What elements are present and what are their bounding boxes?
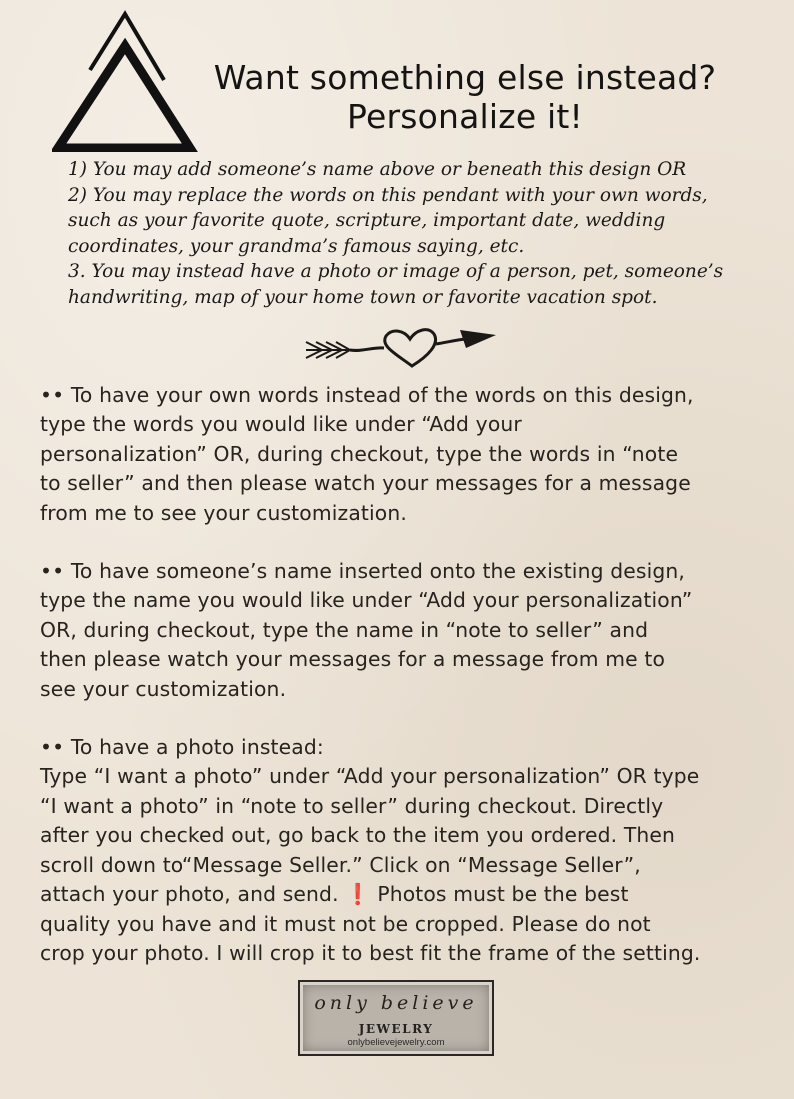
paragraph-gap (40, 528, 780, 557)
exclamation-icon: ❗ (345, 882, 371, 907)
brand-url: onlybelievejewelry.com (347, 1037, 445, 1048)
instructions (40, 381, 780, 968)
personalization-options (68, 157, 748, 310)
text-line: see your customization. (40, 676, 287, 701)
text-line: “I want a photo” in “note to seller” during checkout. Directly (40, 793, 664, 818)
photo-section (40, 733, 780, 968)
title-line-2: Personalize it! (347, 97, 583, 136)
triangle-icon (52, 10, 198, 152)
text-line: to seller” and then please watch your messages for a message (40, 471, 691, 496)
text-line: quality you have and it must not be cropped. Please do not (40, 911, 651, 936)
brand-logo (298, 980, 494, 1056)
text-line: •• To have a photo instead: (40, 735, 324, 760)
text-line: personalization” OR, during checkout, type the words in “note (40, 441, 679, 466)
paragraph-gap (40, 704, 780, 733)
own-words-section (40, 381, 780, 528)
text-line: scroll down to“Message Seller.” Click on “Message Seller”, (40, 852, 641, 877)
text-line: type the words you would like under “Add your (40, 412, 522, 437)
text-line: then please watch your messages for a message from me to (40, 647, 666, 672)
option-line: 3. You may instead have a photo or image of a person, pet, someone’s (68, 261, 724, 282)
text-fragment: attach your photo, and send. (40, 882, 339, 907)
text-line: crop your photo. I will crop it to best fit the frame of the setting. (40, 940, 701, 965)
text-line: •• To have your own words instead of the words on this design, (40, 383, 694, 407)
brand-script: only believe (314, 992, 478, 1014)
text-line: Type “I want a photo” under “Add your personalization” OR type (40, 764, 700, 789)
brand-word: JEWELRY (358, 1022, 434, 1036)
option-line: such as your favorite quote, scripture, important date, wedding (68, 210, 666, 231)
option-line: coordinates, your grandma’s famous saying, etc. (68, 235, 525, 257)
text-line (40, 880, 780, 909)
arrow-heart-icon (300, 322, 500, 378)
option-line: 1) You may add someone’s name above or beneath this design OR (68, 159, 687, 180)
text-line: after you checked out, go back to the item you ordered. Then (40, 823, 676, 848)
option-line: 2) You may replace the words on this pendant with your own words, (68, 184, 708, 206)
page-title (188, 58, 742, 136)
text-line: OR, during checkout, type the name in “note to seller” and (40, 617, 649, 642)
text-line: •• To have someone’s name inserted onto the existing design, (40, 559, 685, 584)
option-line: handwriting, map of your home town or favorite vacation spot. (68, 286, 658, 308)
name-section (40, 557, 780, 704)
text-fragment: Photos must be the best (377, 882, 629, 907)
text-line: from me to see your customization. (40, 500, 407, 525)
text-line: type the name you would like under “Add your personalization” (40, 588, 693, 613)
title-line-1: Want something else instead? (213, 58, 717, 97)
